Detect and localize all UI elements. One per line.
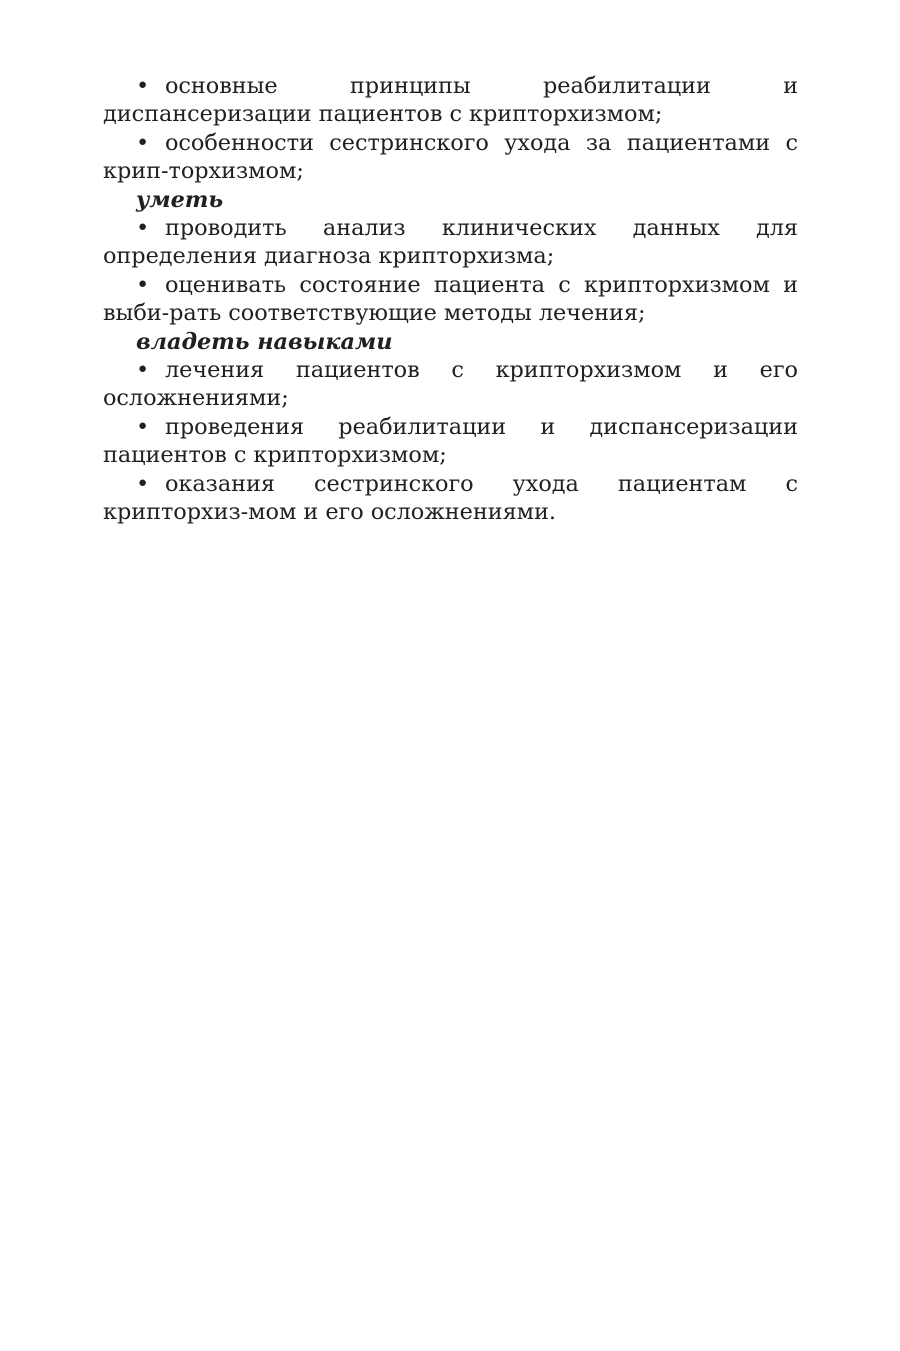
list-item-text: особенности сестринского ухода за пациентами с крип-торхизмом; (103, 129, 798, 185)
list-item-text: оценивать состояние пациента с крипторхизмом и выби-рать соответствующие методы лечения; (103, 271, 798, 327)
document-page (103, 72, 798, 527)
list-item-text: лечения пациентов с крипторхизмом и его осложнениями; (103, 357, 798, 412)
list-item (103, 356, 798, 413)
bullet: • (136, 357, 150, 384)
list-item-text: основные принципы реабилитации и диспансеризации пациентов с крипторхизмом; (103, 73, 798, 128)
section-heading-can: уметь (136, 186, 224, 213)
bullet: • (136, 129, 150, 156)
section-heading-skills: владеть навыками (136, 328, 393, 355)
list-item-text: оказания сестринского ухода пациентам с крипторхиз-мом и его осложнениями. (103, 470, 798, 526)
bullet: • (136, 413, 150, 440)
bullet: • (136, 470, 150, 497)
list-item (103, 470, 798, 527)
list-item-text: проводить анализ клинических данных для определения диагноза крипторхизма; (103, 215, 798, 270)
bullet: • (136, 73, 150, 99)
list-item (103, 72, 798, 129)
list-item (103, 129, 798, 186)
bullet: • (136, 271, 150, 298)
list-item (103, 271, 798, 328)
bullet: • (136, 215, 150, 242)
list-item (103, 413, 798, 470)
list-item (103, 214, 798, 271)
list-item-text: проведения реабилитации и диспансеризации пациентов с крипторхизмом; (103, 413, 798, 469)
